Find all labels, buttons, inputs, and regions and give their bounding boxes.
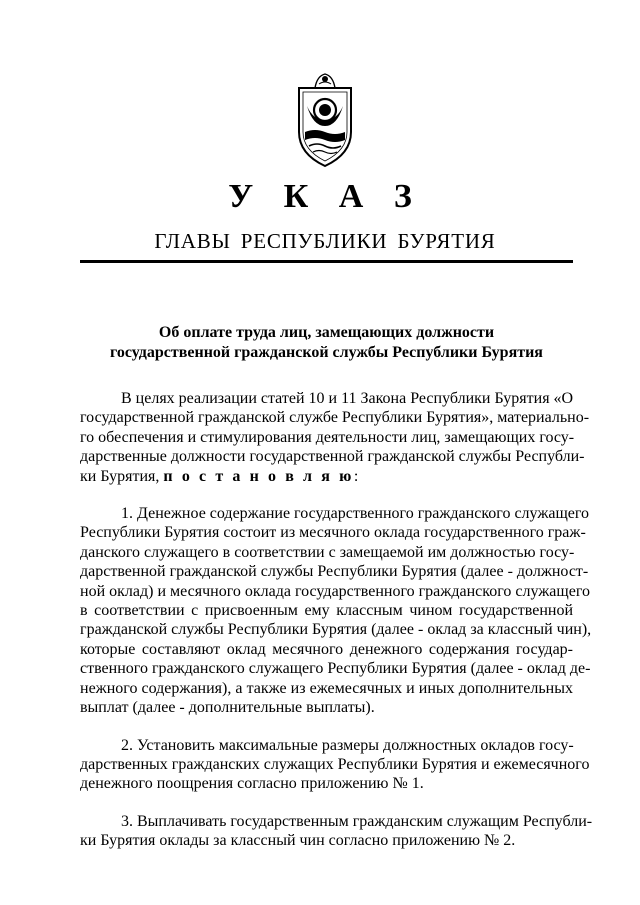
preamble-paragraph — [80, 389, 590, 486]
text-line: ной оклад) и месячного оклада государственного гражданского служащего — [80, 582, 590, 600]
decree-word: п о с т а н о в л я ю — [163, 467, 354, 485]
header-divider — [80, 260, 573, 263]
text-line: нежного содержания), а также из ежемесячных и иных дополнительных — [80, 679, 573, 697]
text-line — [80, 467, 573, 486]
text-line: го обеспечения и стимулирования деятельности лиц, замещающих госу- — [80, 428, 575, 446]
text-line: 3. Выплачивать государственным гражданским служащим Республи- — [121, 812, 593, 830]
item-1-paragraph — [80, 504, 592, 717]
text-line: данского служащего в соответствии с замещаемой им должностью госу- — [80, 543, 575, 561]
text-line: в соответствии с присвоенным ему классным чином государственной — [80, 602, 573, 620]
text-line: выплат (далее - дополнительные выплаты). — [80, 699, 375, 717]
text-line: Республики Бурятия состоит из месячного оклада государственного граж- — [80, 524, 586, 542]
text-line: ки Бурятия оклады за классный чин согласно приложению № 2. — [80, 832, 516, 850]
item-2-paragraph — [80, 736, 590, 794]
document-title-line: государственной гражданской службы Республики Бурятия — [110, 344, 543, 361]
document-title-line: Об оплате труда лиц, замещающих должности — [158, 324, 495, 341]
text-line: которые составляют оклад месячного денежного содержания государ- — [80, 640, 573, 658]
text-line: ственного гражданского служащего Республики Бурятия (далее - оклад де- — [80, 660, 591, 678]
decree-title: У К А З — [228, 178, 423, 215]
text-line: государственной гражданской службе Республики Бурятия», материально- — [80, 409, 590, 427]
item-3-paragraph — [80, 812, 593, 851]
document-body — [80, 389, 593, 869]
decree-subtitle: ГЛАВЫ РЕСПУБЛИКИ БУРЯТИЯ — [154, 229, 496, 253]
document-title — [80, 323, 573, 363]
text-line: 2. Установить максимальные размеры должностных окладов госу- — [121, 736, 574, 754]
text-line: дарственные должности государственной гражданской службы Республи- — [80, 448, 585, 466]
text-line: В целях реализации статей 10 и 11 Закона Республики Бурятия «О — [121, 390, 574, 407]
text-line: дарственных гражданских служащих Республики Бурятия и ежемесячного — [80, 755, 590, 773]
text-line: дарственной гражданской службы Республики Бурятия (далее - должност- — [80, 563, 589, 581]
buryatia-coat-of-arms-icon — [293, 70, 357, 170]
text-line: денежного поощрения согласно приложению № 1. — [80, 775, 424, 793]
text-line: гражданской службы Республики Бурятия (далее - оклад за классный чин), — [80, 621, 592, 639]
text-line: 1. Денежное содержание государственного гражданского служащего — [121, 505, 590, 523]
text-line-start: ки Бурятия, — [80, 467, 160, 485]
colon: : — [353, 467, 359, 485]
